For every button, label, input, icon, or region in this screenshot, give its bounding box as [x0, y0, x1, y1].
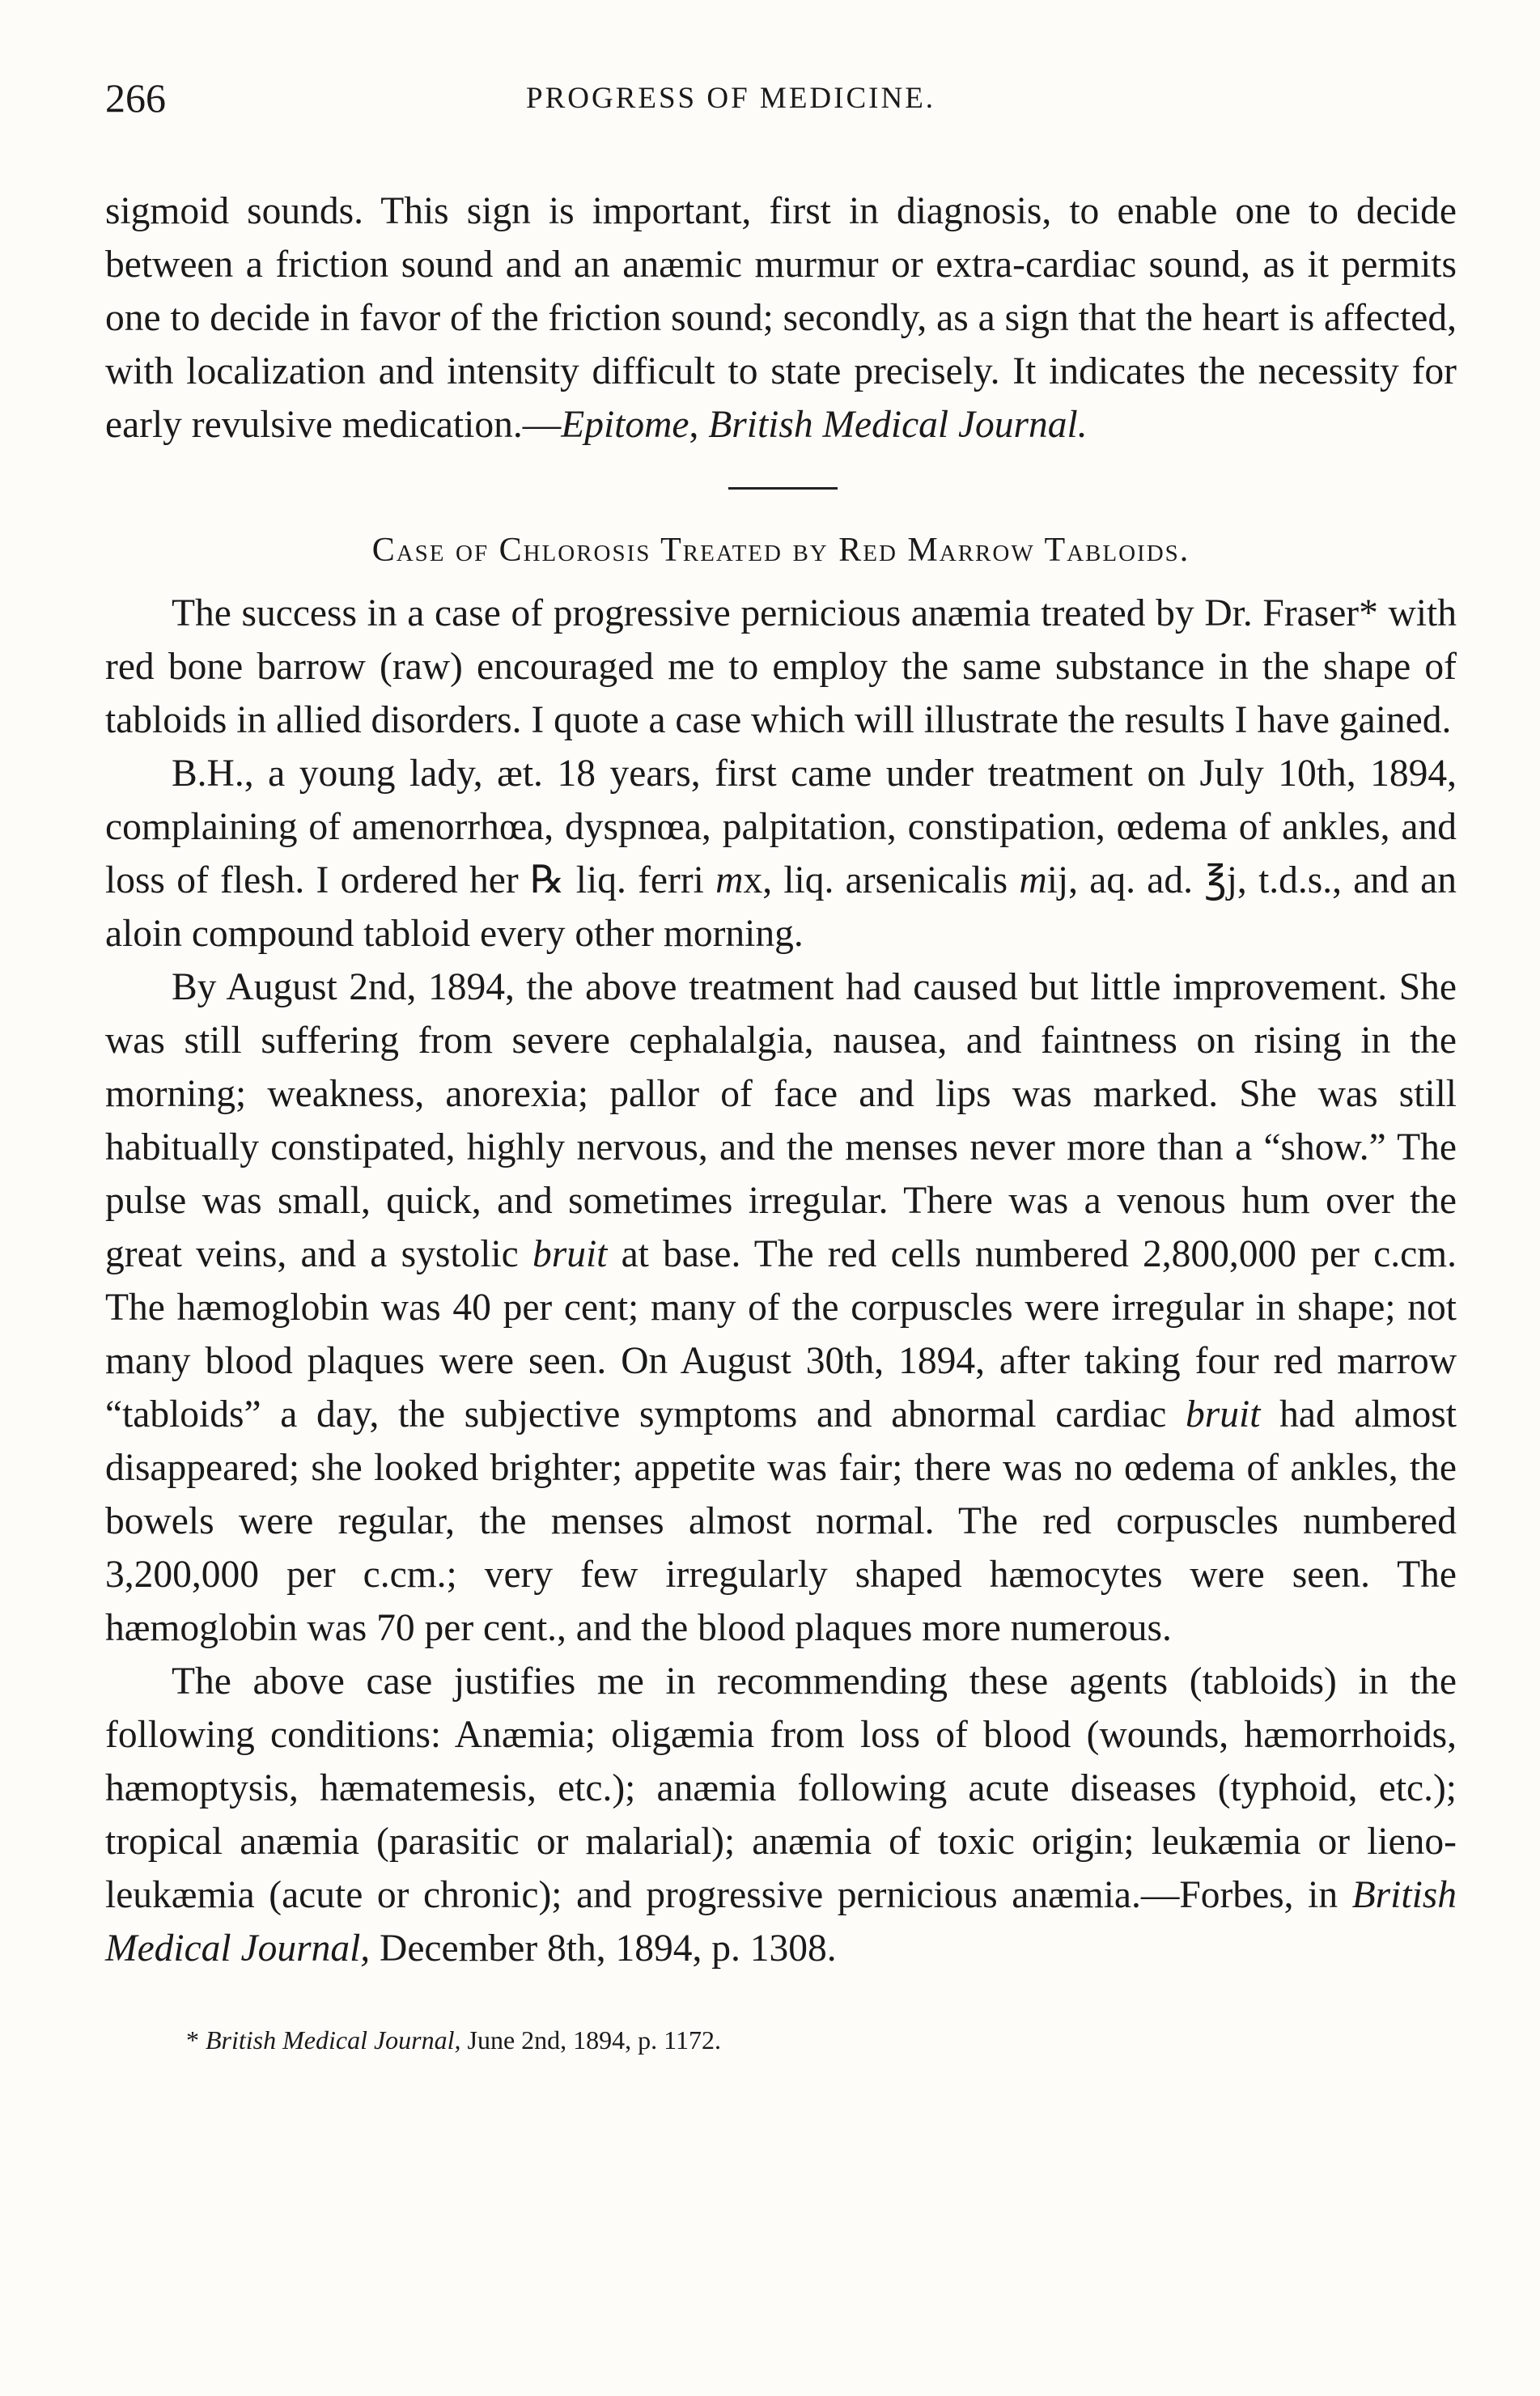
source-separator: , — [689, 404, 709, 446]
p4-part-b: December 8th, 1894, p. 1308. — [370, 1927, 837, 1970]
footnote-journal: British Medical Journal, — [206, 2025, 461, 2055]
p4-part-a: The above case justifies me in recommending these agents (tabloids) in the following conditions: Anæmia; oligæmia from loss of blood (wounds, hæmorrhoids, hæmoptysis, hæmatemesis, etc.); anæmia following acute diseases (typhoid, etc.); tropical anæmia (parasitic or malarial); anæmia of toxic origin; leukæmia or lieno-leukæmia (acute or chronic); and progressive pernicious anæmia.—Forbes, in — [105, 1660, 1457, 1916]
page-header — [105, 74, 1457, 131]
paragraph-1 — [105, 587, 1457, 747]
p2-part-b: x, liq. arsenicalis — [743, 859, 1020, 901]
page-number: 266 — [105, 75, 166, 121]
section-divider — [728, 487, 838, 490]
footnote-text: June 2nd, 1894, p. 1172. — [460, 2025, 721, 2055]
running-head: PROGRESS OF MEDICINE. — [526, 82, 936, 115]
p2-minim-1: m — [715, 859, 744, 901]
p3-bruit-1: bruit — [532, 1233, 608, 1275]
source-epitome: Epitome — [561, 404, 689, 446]
source-journal: British Medical Journal. — [708, 404, 1088, 446]
p3-part-c: had almost disappeared; she looked brighter; appetite was fair; there was no œdema of ankles, the bowels were regular, the menses almost normal. The red corpuscles numbered 3,200,000 per c.cm.; very few irregularly shaped hæmocytes were seen. The hæmoglobin was 70 per cent., and the blood plaques more numerous. — [105, 1393, 1457, 1649]
footnote-marker: * — [186, 2025, 206, 2055]
p3-part-b: at base. The red cells numbered 2,800,000 per c.cm. The hæmoglobin was 40 per cent; many of the corpuscles were irregular in shape; not many blood plaques were seen. On August 30th, 1894, after taking four red marrow “tabloids” a day, the subjective symptoms and abnormal cardiac — [105, 1233, 1457, 1435]
p2-minim-2: m — [1019, 859, 1047, 901]
p2-part-a: B.H., a young lady, æt. 18 years, first came under treatment on July 10th, 1894, complaining of amenorrhœa, dyspnœa, palpitation, constipation, œdema of ankles, and loss of flesh. I ordered her ℞ liq. ferri — [105, 753, 1457, 901]
footnote — [105, 2024, 1457, 2056]
paragraph-1-text: The success in a case of progressive pernicious anæmia treated by Dr. Fraser* with red bone barrow (raw) encouraged me to employ the same substance in the shape of tabloids in allied disorders. I quote a case which will illustrate the results I have gained. — [105, 592, 1457, 741]
p2-part-c: ij, aq. ad. ℥j, t.d.s., and an aloin compound tabloid every other morning. — [105, 859, 1457, 955]
p3-bruit-2: bruit — [1186, 1393, 1261, 1435]
section-heading: Case of Chlorosis Treated by Red Marrow Tabloids. — [371, 532, 1190, 569]
paragraph-3 — [105, 961, 1457, 1655]
paragraph-2 — [105, 747, 1457, 961]
continuation-text: sigmoid sounds. This sign is important, first in diagnosis, to enable one to decide between a friction sound and an anæmic murmur or extra-cardiac sound, as it permits one to decide in favor of the friction sound; secondly, as a sign that the heart is affected, with localization and intensity difficult to state precisely. It indicates the necessity for early revulsive medication.— — [105, 190, 1457, 446]
page — [105, 74, 1457, 2056]
continuation-paragraph — [105, 184, 1457, 452]
p4-journal: British Medical Journal, — [105, 1874, 1457, 1970]
paragraph-4 — [105, 1655, 1457, 1975]
body-text — [105, 184, 1457, 1975]
p3-part-a: By August 2nd, 1894, the above treatment had caused but little improvement. She was still suffering from severe cephalalgia, nausea, and faintness on rising in the morning; weakness, anorexia; pallor of face and lips was marked. She was still habitually constipated, highly nervous, and the menses never more than a “show.” The pulse was small, quick, and sometimes irregular. There was a venous hum over the great veins, and a systolic — [105, 966, 1457, 1275]
